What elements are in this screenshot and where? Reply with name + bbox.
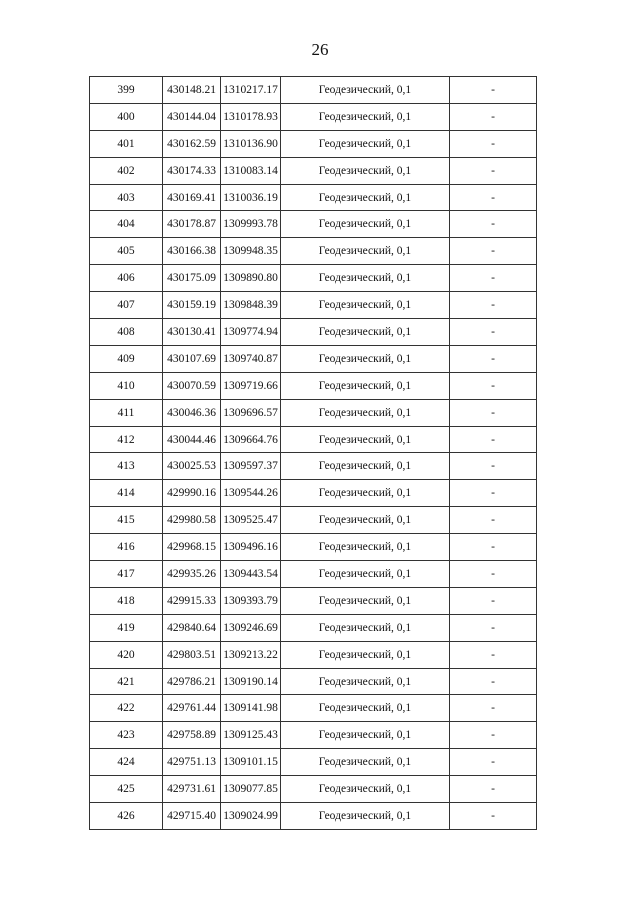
description-cell: -	[450, 695, 537, 722]
description-cell: -	[450, 561, 537, 588]
x-coordinate-cell: 429751.13	[163, 749, 221, 776]
table-row	[90, 103, 537, 130]
table-row	[90, 453, 537, 480]
y-coordinate-cell: 1309774.94	[221, 319, 281, 346]
method-accuracy-cell: Геодезический, 0,1	[281, 534, 450, 561]
method-accuracy-cell: Геодезический, 0,1	[281, 211, 450, 238]
table-row	[90, 292, 537, 319]
method-accuracy-cell: Геодезический, 0,1	[281, 130, 450, 157]
y-coordinate-cell: 1309443.54	[221, 561, 281, 588]
method-accuracy-cell: Геодезический, 0,1	[281, 776, 450, 803]
description-cell: -	[450, 722, 537, 749]
table-row	[90, 668, 537, 695]
method-accuracy-cell: Геодезический, 0,1	[281, 749, 450, 776]
description-cell: -	[450, 453, 537, 480]
x-coordinate-cell: 430174.33	[163, 157, 221, 184]
x-coordinate-cell: 429786.21	[163, 668, 221, 695]
x-coordinate-cell: 429761.44	[163, 695, 221, 722]
point-number-cell: 421	[90, 668, 163, 695]
page-number: 26	[311, 40, 329, 59]
x-coordinate-cell: 430159.19	[163, 292, 221, 319]
y-coordinate-cell: 1309393.79	[221, 587, 281, 614]
method-accuracy-cell: Геодезический, 0,1	[281, 803, 450, 830]
method-accuracy-cell: Геодезический, 0,1	[281, 292, 450, 319]
description-cell: -	[450, 211, 537, 238]
y-coordinate-cell: 1309664.76	[221, 426, 281, 453]
description-cell: -	[450, 749, 537, 776]
x-coordinate-cell: 429840.64	[163, 614, 221, 641]
method-accuracy-cell: Геодезический, 0,1	[281, 103, 450, 130]
table-row	[90, 722, 537, 749]
method-accuracy-cell: Геодезический, 0,1	[281, 587, 450, 614]
method-accuracy-cell: Геодезический, 0,1	[281, 480, 450, 507]
table-row	[90, 776, 537, 803]
y-coordinate-cell: 1309496.16	[221, 534, 281, 561]
y-coordinate-cell: 1310178.93	[221, 103, 281, 130]
description-cell: -	[450, 587, 537, 614]
y-coordinate-cell: 1309993.78	[221, 211, 281, 238]
description-cell: -	[450, 399, 537, 426]
point-number-cell: 403	[90, 184, 163, 211]
x-coordinate-cell: 430162.59	[163, 130, 221, 157]
point-number-cell: 411	[90, 399, 163, 426]
table-row	[90, 695, 537, 722]
y-coordinate-cell: 1310036.19	[221, 184, 281, 211]
x-coordinate-cell: 430107.69	[163, 345, 221, 372]
x-coordinate-cell: 430178.87	[163, 211, 221, 238]
method-accuracy-cell: Геодезический, 0,1	[281, 184, 450, 211]
description-cell: -	[450, 372, 537, 399]
description-cell: -	[450, 776, 537, 803]
description-cell: -	[450, 184, 537, 211]
method-accuracy-cell: Геодезический, 0,1	[281, 722, 450, 749]
x-coordinate-cell: 429758.89	[163, 722, 221, 749]
point-number-cell: 399	[90, 77, 163, 104]
point-number-cell: 415	[90, 507, 163, 534]
point-number-cell: 424	[90, 749, 163, 776]
method-accuracy-cell: Геодезический, 0,1	[281, 399, 450, 426]
point-number-cell: 419	[90, 614, 163, 641]
point-number-cell: 409	[90, 345, 163, 372]
table-row	[90, 265, 537, 292]
x-coordinate-cell: 430169.41	[163, 184, 221, 211]
y-coordinate-cell: 1309719.66	[221, 372, 281, 399]
table-row	[90, 399, 537, 426]
point-number-cell: 406	[90, 265, 163, 292]
table-row	[90, 614, 537, 641]
table-row	[90, 803, 537, 830]
x-coordinate-cell: 429731.61	[163, 776, 221, 803]
description-cell: -	[450, 319, 537, 346]
method-accuracy-cell: Геодезический, 0,1	[281, 319, 450, 346]
point-number-cell: 402	[90, 157, 163, 184]
description-cell: -	[450, 157, 537, 184]
y-coordinate-cell: 1309525.47	[221, 507, 281, 534]
table-row	[90, 130, 537, 157]
method-accuracy-cell: Геодезический, 0,1	[281, 265, 450, 292]
table-row	[90, 157, 537, 184]
description-cell: -	[450, 641, 537, 668]
y-coordinate-cell: 1309077.85	[221, 776, 281, 803]
y-coordinate-cell: 1309544.26	[221, 480, 281, 507]
y-coordinate-cell: 1309190.14	[221, 668, 281, 695]
x-coordinate-cell: 429980.58	[163, 507, 221, 534]
table-row	[90, 238, 537, 265]
y-coordinate-cell: 1309848.39	[221, 292, 281, 319]
description-cell: -	[450, 534, 537, 561]
x-coordinate-cell: 430046.36	[163, 399, 221, 426]
method-accuracy-cell: Геодезический, 0,1	[281, 561, 450, 588]
description-cell: -	[450, 265, 537, 292]
table-row	[90, 749, 537, 776]
method-accuracy-cell: Геодезический, 0,1	[281, 157, 450, 184]
y-coordinate-cell: 1310136.90	[221, 130, 281, 157]
table-row	[90, 507, 537, 534]
x-coordinate-cell: 429968.15	[163, 534, 221, 561]
table-row	[90, 561, 537, 588]
coordinates-table	[89, 76, 537, 830]
table-row	[90, 641, 537, 668]
y-coordinate-cell: 1309125.43	[221, 722, 281, 749]
point-number-cell: 401	[90, 130, 163, 157]
point-number-cell: 404	[90, 211, 163, 238]
table-row	[90, 211, 537, 238]
method-accuracy-cell: Геодезический, 0,1	[281, 77, 450, 104]
point-number-cell: 423	[90, 722, 163, 749]
y-coordinate-cell: 1309141.98	[221, 695, 281, 722]
description-cell: -	[450, 480, 537, 507]
method-accuracy-cell: Геодезический, 0,1	[281, 345, 450, 372]
description-cell: -	[450, 292, 537, 319]
x-coordinate-cell: 429715.40	[163, 803, 221, 830]
y-coordinate-cell: 1309101.15	[221, 749, 281, 776]
description-cell: -	[450, 803, 537, 830]
table-row	[90, 77, 537, 104]
x-coordinate-cell: 430130.41	[163, 319, 221, 346]
point-number-cell: 425	[90, 776, 163, 803]
x-coordinate-cell: 430144.04	[163, 103, 221, 130]
y-coordinate-cell: 1309890.80	[221, 265, 281, 292]
method-accuracy-cell: Геодезический, 0,1	[281, 695, 450, 722]
method-accuracy-cell: Геодезический, 0,1	[281, 668, 450, 695]
x-coordinate-cell: 430044.46	[163, 426, 221, 453]
point-number-cell: 414	[90, 480, 163, 507]
y-coordinate-cell: 1310083.14	[221, 157, 281, 184]
method-accuracy-cell: Геодезический, 0,1	[281, 614, 450, 641]
point-number-cell: 422	[90, 695, 163, 722]
x-coordinate-cell: 430025.53	[163, 453, 221, 480]
method-accuracy-cell: Геодезический, 0,1	[281, 372, 450, 399]
description-cell: -	[450, 238, 537, 265]
description-cell: -	[450, 614, 537, 641]
method-accuracy-cell: Геодезический, 0,1	[281, 426, 450, 453]
point-number-cell: 410	[90, 372, 163, 399]
method-accuracy-cell: Геодезический, 0,1	[281, 507, 450, 534]
table-row	[90, 534, 537, 561]
x-coordinate-cell: 429915.33	[163, 587, 221, 614]
y-coordinate-cell: 1309246.69	[221, 614, 281, 641]
point-number-cell: 416	[90, 534, 163, 561]
description-cell: -	[450, 103, 537, 130]
x-coordinate-cell: 430175.09	[163, 265, 221, 292]
y-coordinate-cell: 1309948.35	[221, 238, 281, 265]
y-coordinate-cell: 1309696.57	[221, 399, 281, 426]
x-coordinate-cell: 429990.16	[163, 480, 221, 507]
x-coordinate-cell: 429935.26	[163, 561, 221, 588]
table-row	[90, 319, 537, 346]
point-number-cell: 400	[90, 103, 163, 130]
x-coordinate-cell: 430166.38	[163, 238, 221, 265]
point-number-cell: 412	[90, 426, 163, 453]
point-number-cell: 420	[90, 641, 163, 668]
table-row	[90, 372, 537, 399]
table-row	[90, 480, 537, 507]
table-row	[90, 587, 537, 614]
point-number-cell: 418	[90, 587, 163, 614]
description-cell: -	[450, 77, 537, 104]
y-coordinate-cell: 1309597.37	[221, 453, 281, 480]
table-row	[90, 345, 537, 372]
method-accuracy-cell: Геодезический, 0,1	[281, 238, 450, 265]
point-number-cell: 407	[90, 292, 163, 319]
description-cell: -	[450, 426, 537, 453]
description-cell: -	[450, 345, 537, 372]
description-cell: -	[450, 668, 537, 695]
y-coordinate-cell: 1309740.87	[221, 345, 281, 372]
x-coordinate-cell: 430148.21	[163, 77, 221, 104]
point-number-cell: 405	[90, 238, 163, 265]
point-number-cell: 413	[90, 453, 163, 480]
x-coordinate-cell: 429803.51	[163, 641, 221, 668]
point-number-cell: 426	[90, 803, 163, 830]
y-coordinate-cell: 1310217.17	[221, 77, 281, 104]
description-cell: -	[450, 130, 537, 157]
coordinates-table-body	[90, 77, 537, 830]
x-coordinate-cell: 430070.59	[163, 372, 221, 399]
y-coordinate-cell: 1309024.99	[221, 803, 281, 830]
table-row	[90, 426, 537, 453]
method-accuracy-cell: Геодезический, 0,1	[281, 453, 450, 480]
table-row	[90, 184, 537, 211]
y-coordinate-cell: 1309213.22	[221, 641, 281, 668]
description-cell: -	[450, 507, 537, 534]
point-number-cell: 417	[90, 561, 163, 588]
method-accuracy-cell: Геодезический, 0,1	[281, 641, 450, 668]
point-number-cell: 408	[90, 319, 163, 346]
